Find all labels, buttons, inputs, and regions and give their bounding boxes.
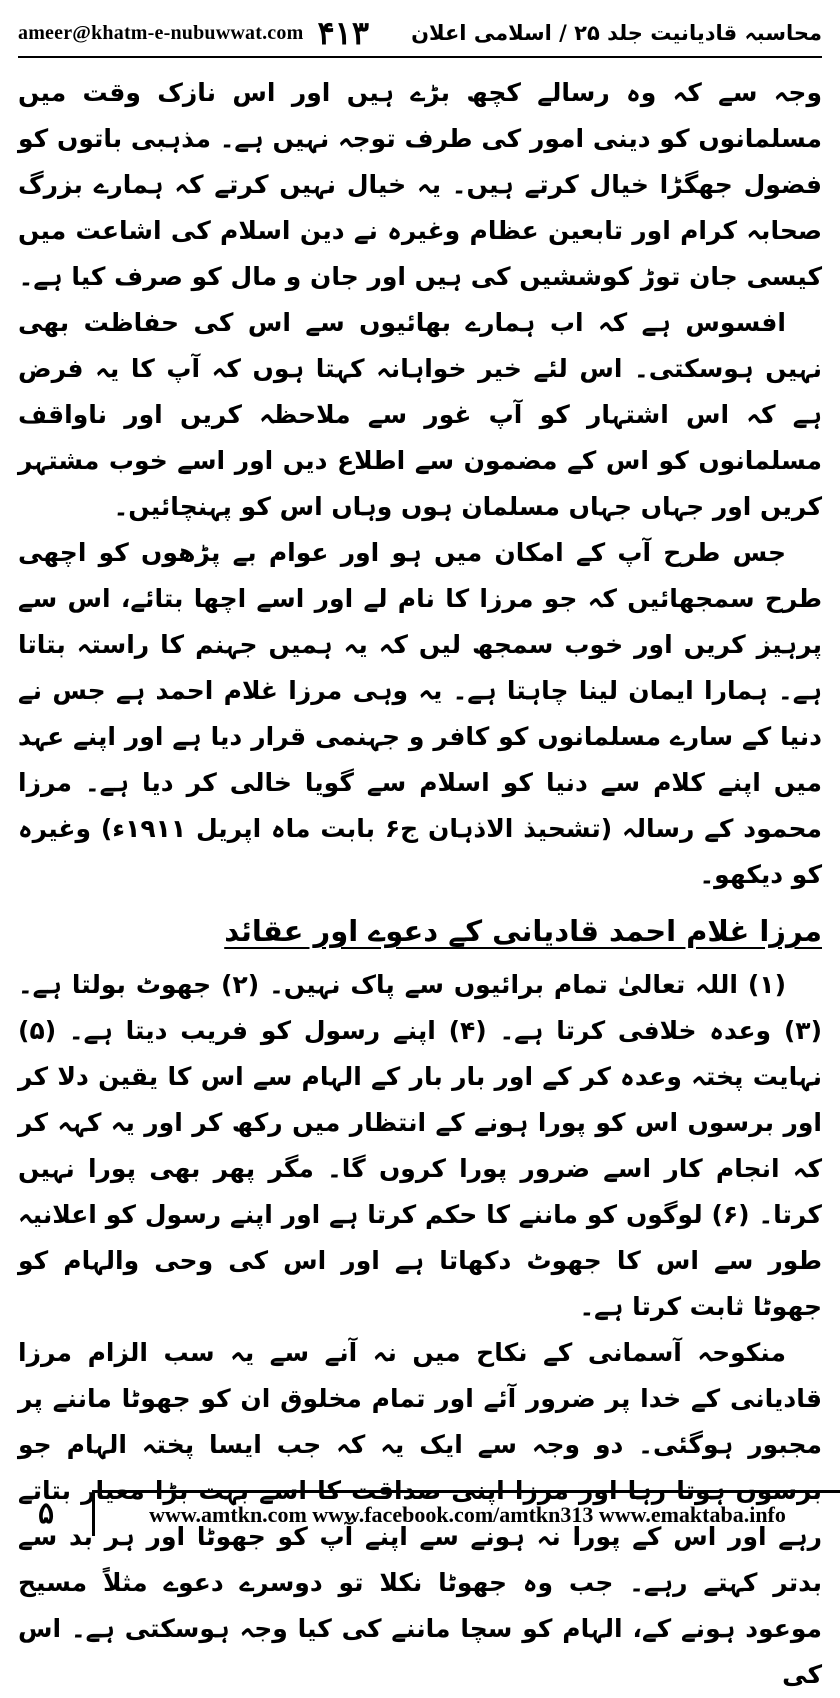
- page-footer: [0, 1490, 840, 1536]
- paragraph-4: (۱) اللہ تعالیٰ تمام برائیوں سے پاک نہیں۔ (۲) جھوٹ بولتا ہے۔ (۳) وعدہ خلافی کرتا ہے۔ (۴) اپنے رسول کو فریب دیتا ہے۔ (۵) نہایت پختہ وعدہ کر کے اور بار بار کے الہام سے اس کا یقین دلا کر اور برسوں اس کو پورا ہونے کے انتظار میں رکھ کر اور یہ کہہ کر کہ انجام کار اسے ضرور پورا کروں گا۔ مگر پھر بھی پورا نہیں کرتا۔ (۶) لوگوں کو ماننے کا حکم کرتا ہے اور اپنے رسول کو اعلانیہ طور سے اس کا جھوٹ دکھاتا ہے اور اس کی وحی والہام کو جھوٹا ثابت کرتا ہے۔: [18, 970, 822, 1321]
- header-title: محاسبہ قادیانیت جلد ۲۵ / اسلامی اعلان: [411, 21, 822, 45]
- section-heading: مرزا غلام احمد قادیانی کے دعوے اور عقائد: [224, 914, 822, 948]
- paragraph-2: افسوس ہے کہ اب ہمارے بھائیوں سے اس کی حفاظت بھی نہیں ہوسکتی۔ اس لئے خیر خواہانہ کہتا ہوں کہ آپ کا یہ فرض ہے کہ اس اشتہار کو آپ غور سے ملاحظہ کریں اور ناواقف مسلمانوں کو اس کے مضمون سے اطلاع دیں اور اسے خوب مشتہر کریں اور جہاں جہاں مسلمان ہوں وہاں اس کو پہنچائیں۔: [18, 308, 822, 521]
- header-left: [18, 14, 369, 52]
- page-header: [18, 10, 822, 58]
- header-email: ameer@khatm-e-nubuwwat.com: [18, 21, 304, 44]
- header-page-number: ۴۱۳: [317, 14, 369, 52]
- paragraph-5: منکوحہ آسمانی کے نکاح میں نہ آنے سے یہ سب الزام مرزا قادیانی کے خدا پر ضرور آئے اور تمام مخلوق ان کو جھوٹا ماننے پر مجبور ہوگئی۔ دو وجہ سے ایک یہ کہ جب ایسا پختہ الہام جو برسوں ہوتا رہا اور مرزا اپنی صداقت کا اسے بہت بڑا معیار بتاتے رہے اور اس کے پورا نہ ہونے سے اپنے آپ کو جھوٹا اور ہر بد سے بدتر کہتے رہے۔ جب وہ جھوٹا نکلا تو دوسرے دعوے مثلاً مسیح موعود ہونے کے، الہام کو سچا ماننے کی کیا وجہ ہوسکتی ہے۔ اس کی: [18, 1338, 822, 1689]
- footer-links: www.amtkn.com www.facebook.com/amtkn313 www.emaktaba.info: [95, 1490, 840, 1536]
- footer-number: ۵: [0, 1490, 95, 1536]
- paragraph-3: جس طرح آپ کے امکان میں ہو اور عوام بے پڑھوں کو اچھی طرح سمجھائیں کہ جو مرزا کا نام لے اور اسے اچھا بتائے، اس سے پرہیز کریں اور خوب سمجھ لیں کہ یہ ہمیں جہنم کا راستہ بتاتا ہے۔ ہمارا ایمان لینا چاہتا ہے۔ یہ وہی مرزا غلام احمد ہے جس نے دنیا کے سارے مسلمانوں کو کافر و جہنمی قرار دیا ہے اور اپنے عہد میں اپنے کلام سے دنیا کو اسلام سے گویا خالی کر دیا ہے۔ مرزا محمود کے رسالہ (تشحیذ الاذہان ج۶ بابت ماہ اپریل ۱۹۱۱ء) وغیرہ کو دیکھو۔: [18, 538, 823, 889]
- paragraph-1: وجہ سے کہ وہ رسالے کچھ بڑے ہیں اور اس نازک وقت میں مسلمانوں کو دینی امور کی طرف توجہ نہیں ہے۔ مذہبی باتوں کو فضول جھگڑا خیال کرتے ہیں۔ یہ خیال نہیں کرتے کہ ہمارے بزرگ صحابہ کرام اور تابعین عظام وغیرہ نے دین اسلام کی اشاعت میں کیسی جان توڑ کوششیں کی ہیں اور جان و مال کو صرف کیا ہے۔: [18, 78, 822, 291]
